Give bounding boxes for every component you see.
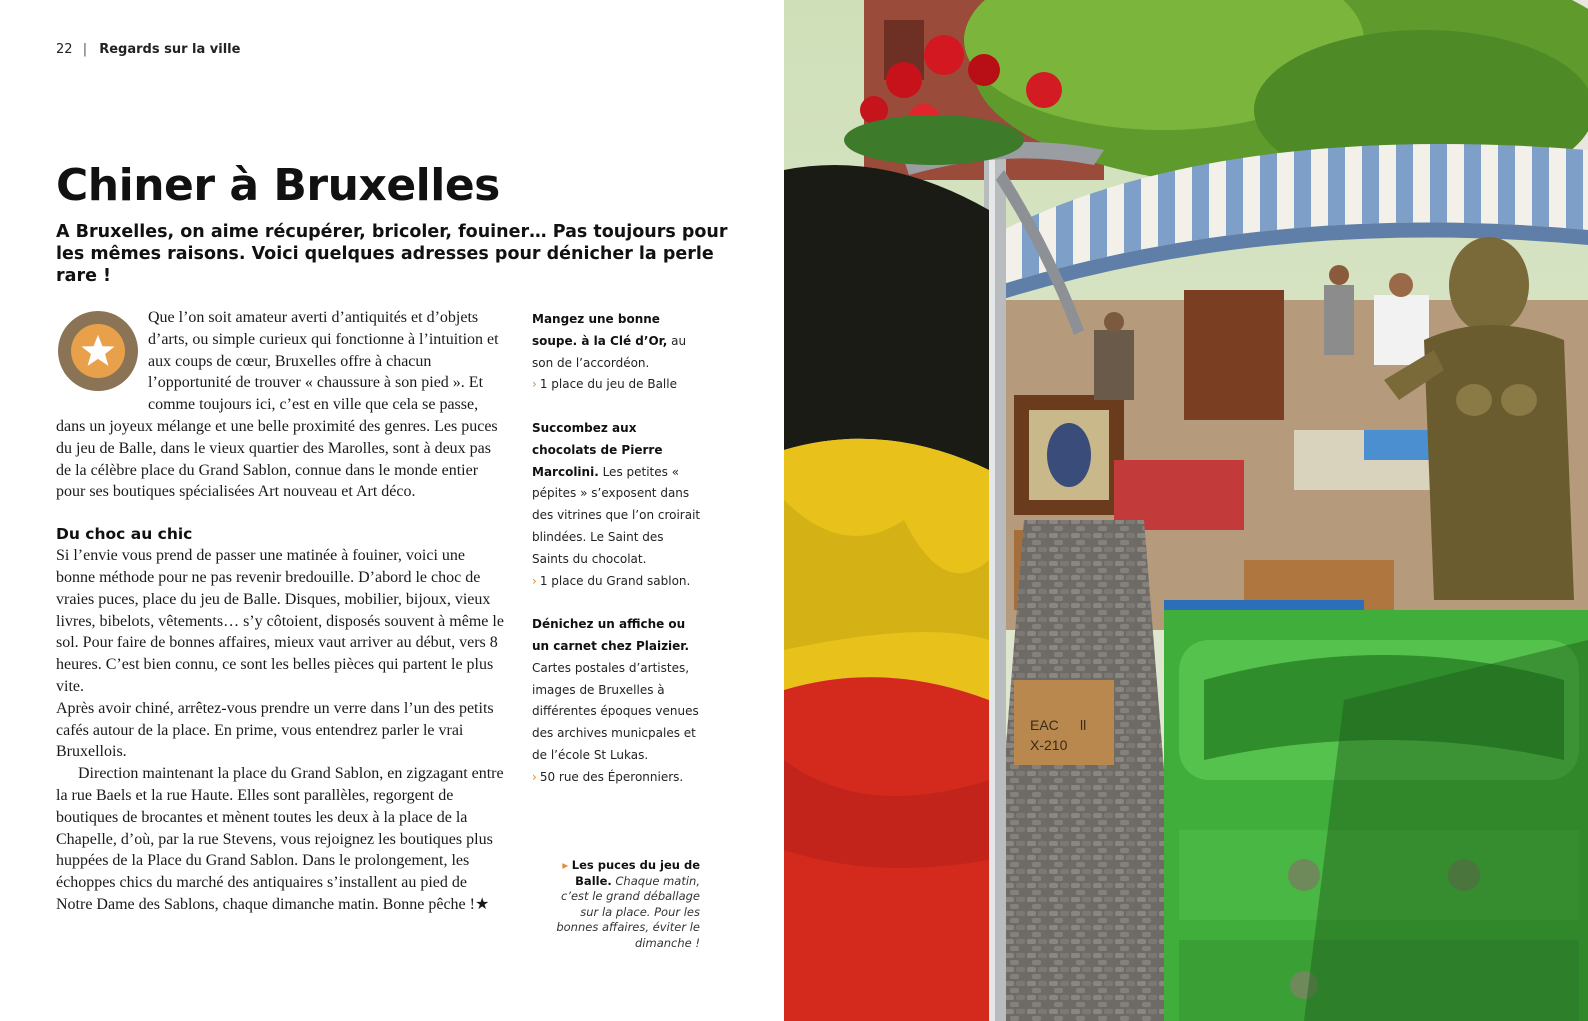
crate-label: X-210	[1030, 737, 1068, 753]
sidebar	[532, 309, 702, 810]
sidebar-address	[532, 571, 702, 593]
red-flowers	[886, 62, 922, 98]
end-mark: ★	[474, 895, 490, 913]
address-text: 50 rue des Éperonniers.	[539, 769, 684, 784]
caption-marker-icon: ▸	[562, 858, 569, 872]
intro-paragraph: Que l’on soit amateur averti d’antiquités et d’objets d’arts, ou simple curieux qui fonctionne à l’intuition et aux coups de cœur, Bruxelles offre à chacun l’opportunité de trouver « chaussure à son pied ». Et comme toujours ici, c’est en ville que cela se passe, dans un joyeux mélange et une belle proximité des genres. Les puces du jeu de Balle, dans le vieux quartier des Marolles, sont à deux pas de la célèbre place du Grand Sablon, connue dans le monde entier pour ses boutiques spécialisées Art nouveau et Art déco.	[56, 309, 499, 501]
sidebar-entry	[532, 309, 702, 396]
sidebar-entry-title: Succombez aux chocolats de Pierre Marcolini.	[532, 420, 663, 479]
arrow-icon: ›	[532, 377, 537, 392]
arrow-icon: ›	[532, 573, 537, 588]
paragraph-2: Si l’envie vous prend de passer une matinée à fouiner, voici une bonne méthode pour ne pas revenir bredouille. D’abord le choc de vraies puces, place du jeu de Balle. Disques, mobilier, bijoux, vieux livres, bibelots, vêtements… s’y côtoient, disposés souvent à même le sol. Pour faire de bonnes affaires, mieux vaut arriver au début, vers 8 heures. C’est bien connu, ce sont les belles pièces qui partent le plus vite.	[56, 547, 504, 695]
running-head	[56, 42, 240, 57]
paragraph-4	[56, 763, 504, 916]
sidebar-entry-title: Dénichez un affiche ou un carnet chez Plaizier.	[532, 617, 690, 653]
sidebar-address	[532, 374, 702, 396]
address-text: 1 place du jeu de Balle	[539, 377, 677, 392]
photo-caption	[548, 858, 700, 952]
sidebar-entry	[532, 418, 702, 592]
address-text: 1 place du Grand sablon.	[539, 573, 691, 588]
star-badge	[58, 311, 138, 391]
caption-title: Les puces du jeu de Balle.	[571, 858, 700, 888]
paragraph-3: Après avoir chiné, arrêtez-vous prendre un verre dans l’un des petits cafés autour de la place. En prime, vous entendrez parler le vrai Bruxellois.	[56, 699, 494, 761]
sidebar-address	[532, 767, 702, 789]
page-title: Chiner à Bruxelles	[56, 160, 500, 211]
text-page	[0, 0, 793, 1021]
sidebar-entry	[532, 614, 702, 788]
lede: A Bruxelles, on aime récupérer, bricoler, fouiner… Pas toujours pour les mêmes raisons. Voici quelques adresses pour dénicher la perle rare !	[56, 222, 728, 286]
badge-ring	[71, 324, 125, 378]
flea-market-photo	[784, 0, 1588, 1021]
sidebar-entry-title: Mangez une bonne soupe. à la Clé d’Or,	[532, 312, 668, 348]
main-article	[56, 307, 504, 916]
paragraph-4-text: Direction maintenant la place du Grand Sablon, en zigzagant entre la rue Baels et la rue Haute. Elles sont parallèles, regorgent de boutiques de brocantes et mènent toutes les deux à la place de la Chapelle, d’où, par la rue Stevens, vous rejoignez les boutiques plus huppées de la Place du Grand Sablon. Dans le prolongement, les échoppes chics du marché des antiquaires s’installent au pied de Notre Dame des Sablons, chaque dimanche matin. Bonne pêche !	[56, 765, 504, 913]
running-head-separator: |	[82, 42, 88, 57]
star-icon	[79, 332, 117, 370]
crate-label: ll	[1080, 717, 1087, 733]
sidebar-entry-text: Les petites « pépites » s’exposent dans des vitrines que l’on croirait blindées. Le Saint des Saints du chocolat.	[532, 464, 701, 566]
crate-label: EAC	[1030, 717, 1059, 733]
subheading: Du choc au chic	[56, 525, 193, 544]
caption-text: Chaque matin, c’est le grand déballage sur la place. Pour les bonnes affaires, éviter le dimanche !	[556, 873, 700, 950]
sidebar-entry-text: Cartes postales d’artistes, images de Bruxelles à différentes époques venues des archives municpales et de l’école St Lukas.	[532, 660, 699, 762]
flea-market-illustration	[784, 0, 1588, 1021]
arrow-icon: ›	[532, 769, 537, 784]
section-name: Regards sur la ville	[99, 42, 241, 57]
belgian-flag	[784, 165, 989, 470]
page-number: 22	[56, 42, 73, 57]
sidebar-entry-text: au son de l’accordéon.	[532, 333, 687, 370]
bronze-statue	[1449, 237, 1529, 333]
